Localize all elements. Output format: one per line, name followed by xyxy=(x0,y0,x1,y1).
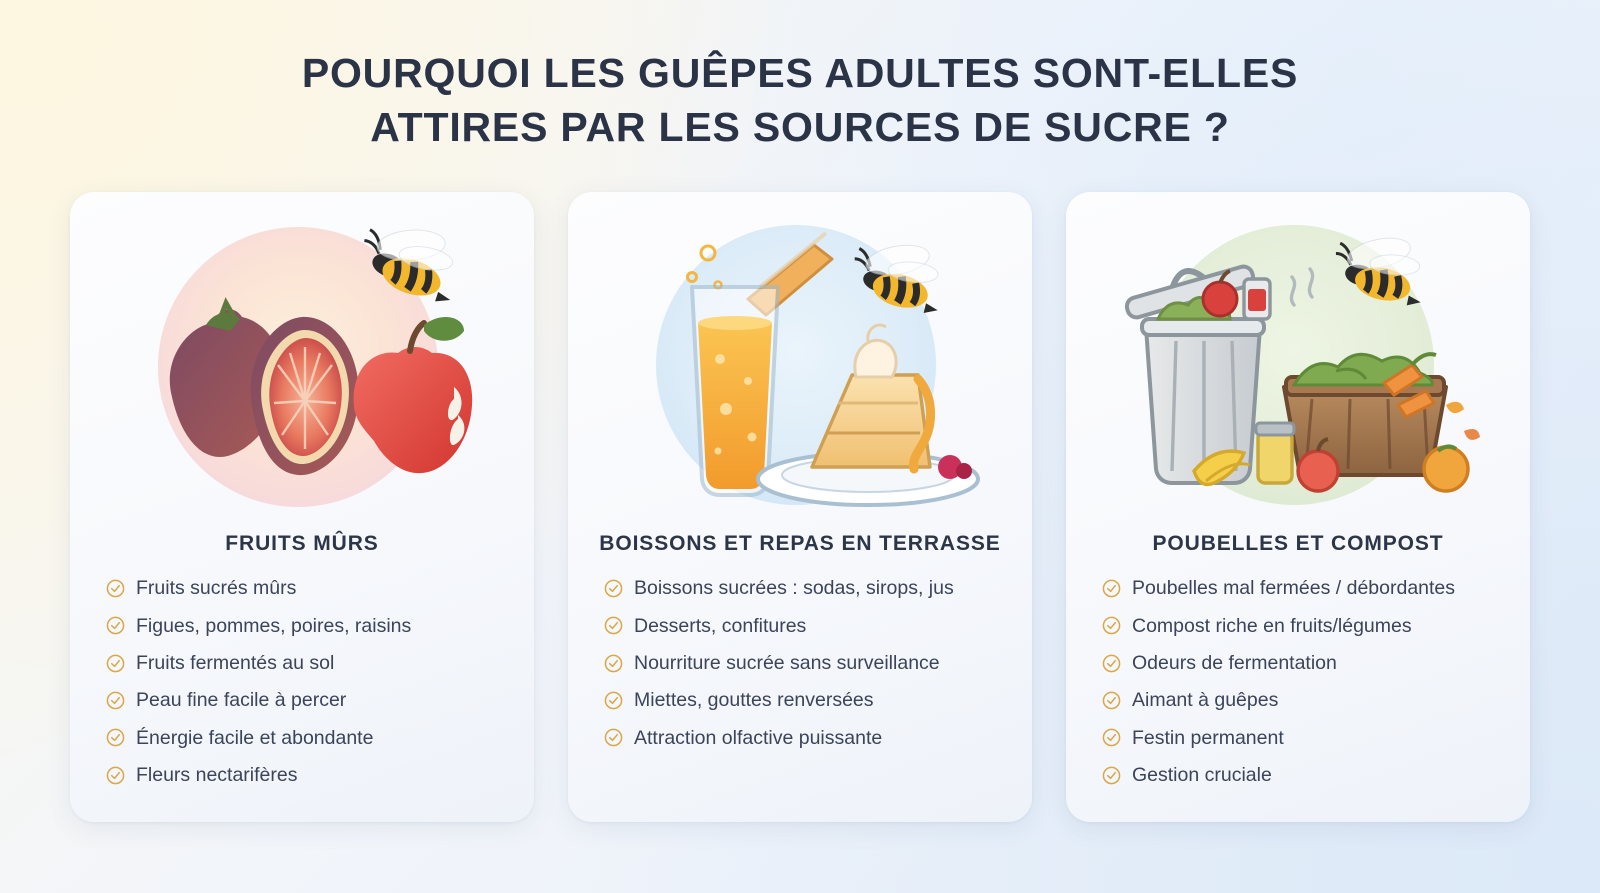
list-item xyxy=(106,576,512,600)
list-item-label: Attraction olfactive puissante xyxy=(634,726,883,749)
list-item-label: Poubelles mal fermées / débordantes xyxy=(1132,577,1456,600)
list-item-label: Figues, pommes, poires, raisins xyxy=(136,614,412,637)
list-item xyxy=(1102,614,1508,638)
list-item xyxy=(106,763,512,787)
list-item-label: Fruits sucrés mûrs xyxy=(136,577,297,600)
check-circle-icon xyxy=(604,616,623,635)
list-item xyxy=(106,651,512,675)
check-circle-icon xyxy=(106,691,125,710)
list-item xyxy=(1102,651,1508,675)
page-title: POURQUOI LES GUÊPES ADULTES SONT-ELLES ATTIRES PAR LES SOURCES DE SUCRE ? xyxy=(301,50,1299,151)
list-item xyxy=(604,651,1010,675)
list-item-label: Fruits fermentés au sol xyxy=(136,651,335,674)
check-circle-icon xyxy=(106,654,125,673)
card-title: FRUITS MÛRS xyxy=(225,532,379,556)
check-circle-icon xyxy=(106,766,125,785)
title-area xyxy=(0,0,1600,154)
card-boissons-repas xyxy=(568,192,1032,822)
list-item-label: Odeurs de fermentation xyxy=(1132,651,1337,674)
list-item-label: Aimant à guêpes xyxy=(1132,689,1279,712)
list-item xyxy=(1102,576,1508,600)
card-poubelles-compost xyxy=(1066,192,1530,822)
list-item xyxy=(106,726,512,750)
figs-apple-wasp-illustration xyxy=(92,210,512,528)
list-item xyxy=(1102,763,1508,787)
list-item-label: Peau fine facile à percer xyxy=(136,689,347,712)
check-circle-icon xyxy=(1102,579,1121,598)
check-circle-icon xyxy=(106,579,125,598)
list-item-label: Compost riche en fruits/légumes xyxy=(1132,614,1412,637)
list-item-label: Gestion cruciale xyxy=(1132,764,1272,787)
list-item-label: Fleurs nectarifères xyxy=(136,764,298,787)
bullet-list xyxy=(1088,576,1508,800)
list-item xyxy=(106,688,512,712)
list-item-label: Nourriture sucrée sans surveillance xyxy=(634,651,940,674)
list-item xyxy=(604,688,1010,712)
juice-glass-cake-wasp-illustration xyxy=(590,210,1010,528)
cards-row xyxy=(0,192,1600,822)
check-circle-icon xyxy=(604,728,623,747)
check-circle-icon xyxy=(604,691,623,710)
check-circle-icon xyxy=(1102,766,1121,785)
list-item-label: Énergie facile et abondante xyxy=(136,726,374,749)
card-title: POUBELLES ET COMPOST xyxy=(1152,532,1444,556)
check-circle-icon xyxy=(604,579,623,598)
card-title: BOISSONS ET REPAS EN TERRASSE xyxy=(599,532,1001,556)
check-circle-icon xyxy=(1102,728,1121,747)
check-circle-icon xyxy=(604,654,623,673)
list-item xyxy=(604,726,1010,750)
check-circle-icon xyxy=(1102,654,1121,673)
bullet-list xyxy=(590,576,1010,763)
card-fruits-murs xyxy=(70,192,534,822)
check-circle-icon xyxy=(106,728,125,747)
check-circle-icon xyxy=(1102,691,1121,710)
list-item xyxy=(604,576,1010,600)
check-circle-icon xyxy=(1102,616,1121,635)
bullet-list xyxy=(92,576,512,800)
list-item xyxy=(1102,726,1508,750)
list-item xyxy=(1102,688,1508,712)
list-item xyxy=(106,614,512,638)
list-item-label: Desserts, confitures xyxy=(634,614,807,637)
trash-bin-compost-wasp-illustration xyxy=(1088,210,1508,528)
list-item-label: Boissons sucrées : sodas, sirops, jus xyxy=(634,577,954,600)
list-item-label: Festin permanent xyxy=(1132,726,1284,749)
check-circle-icon xyxy=(106,616,125,635)
list-item-label: Miettes, gouttes renversées xyxy=(634,689,874,712)
list-item xyxy=(604,614,1010,638)
